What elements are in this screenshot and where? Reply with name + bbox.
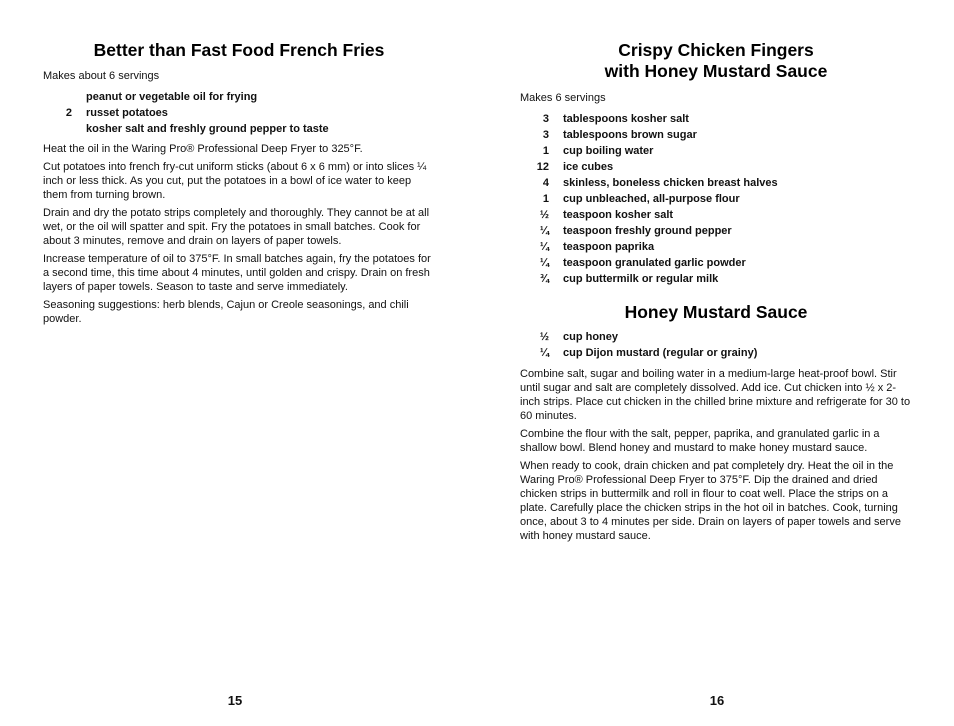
ingredient-name: cup buttermilk or regular milk: [563, 273, 719, 285]
ingredient-qty: 3: [542, 113, 549, 125]
instruction-paragraph: Seasoning suggestions: herb blends, Cajun or Creole seasonings, and chili powder.: [43, 299, 409, 325]
ingredient-row: [520, 127, 912, 143]
recipe-title-line1: Crispy Chicken Fingers: [618, 40, 814, 60]
ingredient-row: [43, 105, 435, 121]
ingredient-row: [520, 111, 912, 127]
ingredient-qty: 1: [542, 193, 549, 205]
ingredient-qty: 1: [542, 145, 549, 157]
ingredient-name: teaspoon paprika: [563, 241, 655, 253]
ingredient-row: [520, 329, 912, 345]
instruction-paragraph: Combine salt, sugar and boiling water in a medium-large heat-proof bowl. Stir until sugar and salt are completely dissolved. Add ice. Cut chicken into ½ x 2-inch strips. Place cut chicken in the chilled brine mixture and refrigerate for 30 to 60 minutes.: [520, 368, 911, 422]
recipe-title-chicken-fingers: [520, 40, 912, 82]
servings-text: Makes 6 servings: [520, 92, 606, 104]
ingredient-name: kosher salt and freshly ground pepper to taste: [86, 123, 329, 135]
sauce-title: Honey Mustard Sauce: [624, 302, 808, 322]
ingredient-name: teaspoon kosher salt: [563, 209, 674, 221]
sauce-ingredient-list: [520, 329, 912, 361]
servings-text: Makes about 6 servings: [43, 70, 160, 82]
ingredient-qty: 4: [542, 177, 549, 189]
page-number: 16: [709, 693, 725, 708]
ingredient-qty: 12: [536, 161, 549, 173]
ingredient-row: [520, 271, 912, 287]
ingredient-qty: ¼: [539, 225, 549, 237]
ingredient-name: russet potatoes: [86, 107, 168, 119]
ingredient-row: [43, 89, 435, 105]
ingredient-row: [520, 175, 912, 191]
page-number: 15: [227, 693, 243, 708]
ingredient-name: teaspoon granulated garlic powder: [563, 257, 746, 269]
ingredient-qty: ½: [539, 331, 549, 343]
ingredient-qty: ¾: [539, 273, 549, 285]
ingredient-name: ice cubes: [563, 161, 614, 173]
recipe-title-french-fries: Better than Fast Food French Fries: [93, 40, 385, 60]
instruction-paragraph: Heat the oil in the Waring Pro® Professional Deep Fryer to 325°F.: [43, 143, 363, 155]
ingredient-list: [43, 89, 435, 137]
ingredient-row: [520, 255, 912, 271]
ingredient-name: tablespoons kosher salt: [563, 113, 689, 125]
right-page: [520, 0, 912, 543]
ingredient-row: [520, 191, 912, 207]
ingredient-name: cup boiling water: [563, 145, 654, 157]
ingredient-name: tablespoons brown sugar: [563, 129, 697, 141]
ingredient-list: [520, 111, 912, 287]
ingredient-qty: 2: [65, 107, 72, 119]
recipe-title-line2: with Honey Mustard Sauce: [604, 61, 828, 81]
ingredient-name: skinless, boneless chicken breast halves: [563, 177, 778, 189]
ingredient-qty: [43, 89, 72, 105]
instruction-paragraph: Increase temperature of oil to 375°F. In small batches again, fry the potatoes for a second time, this time about 4 minutes, until golden and crispy. Drain on fresh layers of paper towels. Season to taste and serve immediately.: [43, 253, 431, 293]
ingredient-qty: 3: [542, 129, 549, 141]
instruction-paragraph: When ready to cook, drain chicken and pat completely dry. Heat the oil in the Waring Pro® Professional Deep Fryer to 375°F. Dip the drained and dried chicken strips in buttermilk and roll in flour to coat well. Place the strips on a plate. Carefully place the chicken strips in the hot oil in batches. Cook, turning once, about 3 to 4 minutes per side. Drain on layers of paper towels and serve with honey mustard sauce.: [520, 460, 901, 542]
ingredient-name: cup Dijon mustard (regular or grainy): [563, 347, 758, 359]
ingredient-row: [520, 143, 912, 159]
ingredient-qty: [43, 121, 72, 137]
ingredient-name: cup unbleached, all-purpose flour: [563, 193, 740, 205]
ingredient-row: [520, 223, 912, 239]
ingredient-row: [520, 159, 912, 175]
ingredient-qty: ¼: [539, 257, 549, 269]
ingredient-name: peanut or vegetable oil for frying: [86, 91, 258, 103]
instruction-paragraph: Drain and dry the potato strips completely and thoroughly. They cannot be at all wet, or the oil will spatter and spit. Fry the potatoes in small batches. Cook for about 3 minutes, remove and drain on layers of paper towels.: [43, 207, 430, 247]
ingredient-qty: ¼: [539, 241, 549, 253]
ingredient-qty: ½: [539, 209, 549, 221]
left-page: [43, 0, 435, 326]
ingredient-row: [43, 121, 435, 137]
instruction-paragraph: Cut potatoes into french fry-cut uniform sticks (about 6 x 6 mm) or into slices ¼ inch or less thick. As you cut, put the potatoes in a bowl of ice water to keep them from turning brown.: [43, 161, 427, 201]
ingredient-name: teaspoon freshly ground pepper: [563, 225, 732, 237]
ingredient-qty: ¼: [539, 347, 549, 359]
ingredient-row: [520, 345, 912, 361]
ingredient-row: [520, 239, 912, 255]
ingredient-name: cup honey: [563, 331, 619, 343]
instruction-paragraph: Combine the flour with the salt, pepper, paprika, and granulated garlic in a shallow bowl. Blend honey and mustard to make honey mustard sauce.: [520, 428, 880, 454]
ingredient-row: [520, 207, 912, 223]
